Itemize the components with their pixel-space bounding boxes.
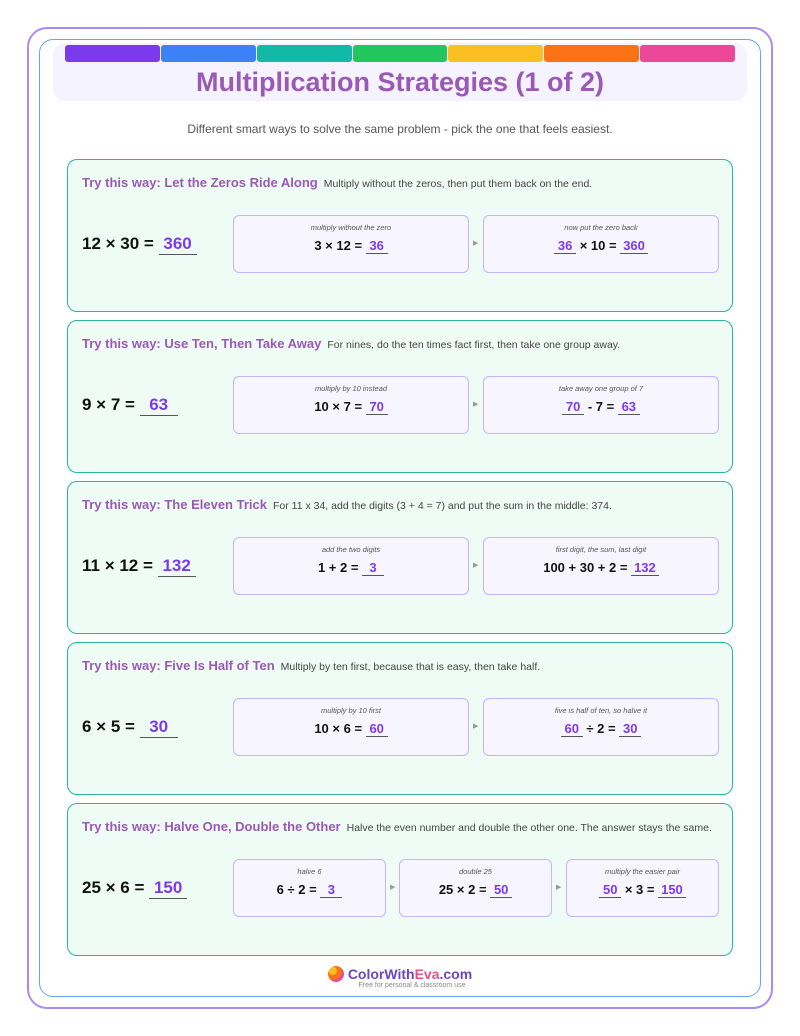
step-expression: 100 + 30 + 2 = — [543, 560, 628, 575]
step-hint: halve 6 — [297, 867, 322, 876]
step-hint: multiply by 10 first — [320, 706, 382, 715]
strategy-step — [233, 376, 469, 434]
step-expression: 25 × 2 = — [438, 882, 487, 897]
step-answer-blank[interactable]: 70 — [366, 400, 388, 415]
step-equation — [484, 399, 718, 415]
step-hint: first digit, the sum, last digit — [555, 545, 647, 554]
step-equation — [234, 238, 468, 254]
step-operator: - 7 = — [587, 399, 615, 414]
brand-logo — [0, 966, 800, 982]
step-answer-blank[interactable]: 36 — [366, 239, 388, 254]
arrow-right-icon: ▶ — [473, 401, 479, 408]
brand-part-color: Color — [347, 966, 385, 982]
step-answer-blank[interactable]: 3 — [362, 561, 384, 576]
strategy-title: Try this way: Halve One, Double the Other — [82, 819, 341, 834]
strategy-card — [67, 803, 733, 956]
arrow-right-icon: ▶ — [556, 884, 562, 891]
strategy-card — [67, 320, 733, 473]
step-answer-blank[interactable]: 3 — [320, 883, 342, 898]
main-problem — [82, 878, 187, 899]
rainbow-color-bar — [65, 45, 735, 62]
brand-part-with: With — [384, 966, 415, 982]
footer — [0, 966, 800, 989]
step-expression: 10 × 7 = — [314, 399, 363, 414]
main-problem — [82, 556, 196, 577]
strategy-step — [483, 376, 719, 434]
strategy-card — [67, 642, 733, 795]
strategy-step — [233, 859, 386, 917]
footer-tagline: Free for personal & classroom use — [358, 982, 466, 989]
card-header — [82, 335, 620, 353]
step-equation — [234, 399, 468, 415]
step-expression: 6 ÷ 2 = — [276, 882, 317, 897]
arrow-right-icon: ▶ — [473, 562, 479, 569]
strategy-step — [399, 859, 552, 917]
arrow-right-icon: ▶ — [390, 884, 396, 891]
strategy-step — [483, 537, 719, 595]
card-header — [82, 818, 712, 836]
step-answer-blank[interactable]: 150 — [658, 883, 686, 898]
strategy-title: Try this way: Let the Zeros Ride Along — [82, 175, 318, 190]
step-hint: take away one group of 7 — [558, 384, 644, 393]
color-bar-segment — [640, 45, 735, 62]
strategy-step — [233, 215, 469, 273]
strategy-description: For 11 x 34, add the digits (3 + 4 = 7) and put the sum in the middle: 374. — [272, 500, 612, 512]
answer-blank[interactable]: 360 — [159, 235, 197, 255]
problem-text: 6 × 5 = — [82, 717, 135, 736]
step-answer-blank[interactable]: 132 — [631, 561, 659, 576]
step-answer-blank[interactable]: 60 — [366, 722, 388, 737]
step-answer-blank[interactable]: 30 — [619, 722, 641, 737]
strategy-step — [566, 859, 719, 917]
brand-part-com: .com — [439, 966, 473, 982]
step-equation — [400, 882, 551, 898]
strategy-step — [233, 537, 469, 595]
card-header — [82, 496, 612, 514]
step-equation — [484, 721, 718, 737]
color-bar-segment — [448, 45, 543, 62]
step-operator: × 10 = — [579, 238, 617, 253]
strategy-title: Try this way: Use Ten, Then Take Away — [82, 336, 322, 351]
step-hint: five is half of ten, so halve it — [554, 706, 648, 715]
step-equation — [567, 882, 718, 898]
strategy-description: For nines, do the ten times fact first, then take one group away. — [327, 339, 621, 351]
page-subtitle: Different smart ways to solve the same problem - pick the one that feels easiest. — [187, 122, 613, 136]
strategy-description: Multiply by ten first, because that is easy, then take half. — [280, 661, 541, 673]
color-bar-segment — [161, 45, 256, 62]
color-bar-segment — [65, 45, 160, 62]
step-equation — [484, 560, 718, 576]
step-equation — [234, 560, 468, 576]
step-hint: now put the zero back — [564, 223, 638, 232]
answer-blank[interactable]: 30 — [140, 718, 178, 738]
problem-text: 9 × 7 = — [82, 395, 135, 414]
strategy-title: Try this way: Five Is Half of Ten — [82, 658, 275, 673]
step-equation — [484, 238, 718, 254]
color-bar-segment — [544, 45, 639, 62]
arrow-right-icon: ▶ — [473, 240, 479, 247]
strategy-description: Multiply without the zeros, then put them back on the end. — [323, 178, 593, 190]
card-header — [82, 657, 540, 675]
problem-text: 12 × 30 = — [82, 234, 154, 253]
step-hint: double 25 — [459, 867, 492, 876]
step-input-blank[interactable]: 36 — [554, 239, 576, 254]
step-input-blank[interactable]: 60 — [561, 722, 583, 737]
step-hint: multiply without the zero — [310, 223, 392, 232]
color-bar-segment — [353, 45, 448, 62]
step-equation — [234, 882, 385, 898]
problem-text: 25 × 6 = — [82, 878, 145, 897]
step-input-blank[interactable]: 50 — [599, 883, 621, 898]
step-answer-blank[interactable]: 63 — [618, 400, 640, 415]
answer-blank[interactable]: 150 — [149, 879, 187, 899]
step-answer-blank[interactable]: 50 — [490, 883, 512, 898]
strategy-step — [233, 698, 469, 756]
step-answer-blank[interactable]: 360 — [620, 239, 648, 254]
main-problem — [82, 234, 197, 255]
palette-icon — [328, 966, 344, 982]
step-operator: × 3 = — [624, 882, 655, 897]
step-operator: ÷ 2 = — [586, 721, 616, 736]
step-expression: 1 + 2 = — [317, 560, 359, 575]
step-hint: multiply the easier pair — [604, 867, 681, 876]
step-expression: 3 × 12 = — [314, 238, 363, 253]
page-title: Multiplication Strategies (1 of 2) — [195, 67, 605, 97]
strategy-step — [483, 215, 719, 273]
strategy-title: Try this way: The Eleven Trick — [82, 497, 267, 512]
arrow-right-icon: ▶ — [473, 723, 479, 730]
step-hint: add the two digits — [321, 545, 381, 554]
problem-text: 11 × 12 = — [82, 556, 153, 575]
strategy-description: Halve the even number and double the other one. The answer stays the same. — [346, 822, 712, 834]
step-hint: multiply by 10 instead — [314, 384, 388, 393]
answer-blank[interactable]: 63 — [140, 396, 178, 416]
brand-part-eva: Eva — [414, 966, 440, 982]
answer-blank[interactable]: 132 — [158, 557, 196, 577]
strategy-card — [67, 159, 733, 312]
step-equation — [234, 721, 468, 737]
color-bar-segment — [257, 45, 352, 62]
step-input-blank[interactable]: 70 — [562, 400, 584, 415]
main-problem — [82, 395, 178, 416]
step-expression: 10 × 6 = — [314, 721, 363, 736]
strategy-card — [67, 481, 733, 634]
strategy-step — [483, 698, 719, 756]
card-header — [82, 174, 592, 192]
main-problem — [82, 717, 178, 738]
